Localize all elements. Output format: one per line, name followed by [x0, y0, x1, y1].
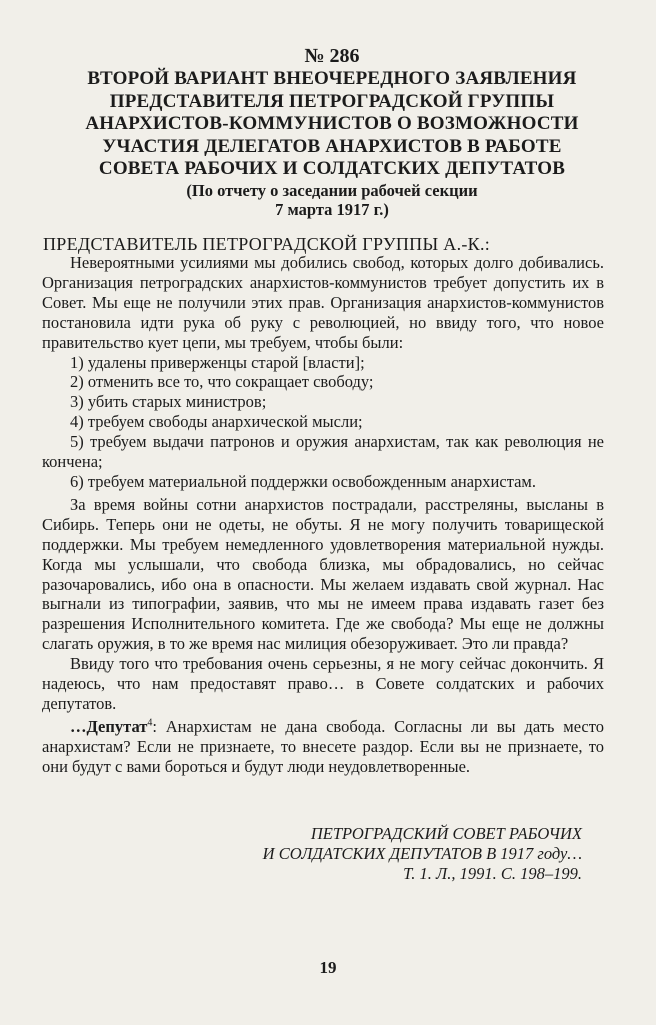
title-line: ПРЕДСТАВИТЕЛЯ ПЕТРОГРАДСКОЙ ГРУППЫ — [109, 90, 555, 112]
source-line: И СОЛДАТСКИХ ДЕПУТАТОВ В 1917 году… — [262, 844, 582, 863]
document-header — [40, 44, 624, 219]
deputy-text: : Анархистам не дана свобода. Согласны ли вы дать место анархистам? Если не признаете, то внесете раздор. Если вы не признаете, то они будут с вами бороться и будут люди неудовлетворенные. — [42, 716, 604, 776]
subtitle-line: (По отчету о заседании рабочей секции — [186, 180, 478, 200]
demand-item: 1) удалены приверженцы старой [власти]; — [70, 352, 365, 372]
deputy-paragraph — [42, 717, 604, 777]
title-line: СОВЕТА РАБОЧИХ И СОЛДАТСКИХ ДЕПУТАТОВ — [98, 158, 566, 179]
demand-item: 5) требуем выдачи патронов и оружия анархистам, так как революция не кончена; — [42, 432, 604, 472]
page-number: 19 — [319, 958, 337, 977]
demand-item: 4) требуем свободы анархической мысли; — [70, 412, 363, 432]
title-line: УЧАСТИЯ ДЕЛЕГАТОВ АНАРХИСТОВ В РАБОТЕ — [102, 135, 562, 157]
paragraph-war-repressions: За время войны сотни анархистов пострадали, расстреляны, высланы в Сибирь. Теперь они не одеты, не обуты. Я не могу получить товарищеской поддержки. Мы требуем немедленного удовлетворения материальной нужды. Когда мы услышали, что свобода близка, мы обрадовались, но сейчас разочаровались, ибо она в опасности. Мы желаем издавать свой журнал. Нас выгнали из типографии, заявив, что мы не имеем права издавать газет без разрешения Исполнительного комитета. Где же свобода? Мы еще не должны слагать оружия, в то же время нас милиция обезоруживает. Это ли правда? — [42, 494, 604, 654]
title-line: ВТОРОЙ ВАРИАНТ ВНЕОЧЕРЕДНОГО ЗАЯВЛЕНИЯ — [87, 68, 577, 89]
source-line: Т. 1. Л., 1991. С. 198–199. — [403, 864, 582, 883]
footnote-marker: 4 — [147, 717, 153, 729]
title-line: АНАРХИСТОВ-КОММУНИСТОВ О ВОЗМОЖНОСТИ — [85, 113, 579, 134]
speaker-heading: ПРЕДСТАВИТЕЛЬ ПЕТРОГРАДСКОЙ ГРУППЫ А.-К.: — [43, 234, 491, 254]
deputy-label: …Депутат — [70, 716, 148, 736]
demand-item: 6) требуем материальной поддержки освобожденным анархистам. — [70, 471, 536, 491]
document-number: № 286 — [304, 45, 360, 67]
subtitle-line: 7 марта 1917 г.) — [275, 199, 389, 219]
demand-item: 2) отменить все то, что сокращает свободу; — [70, 372, 374, 392]
intro-paragraph: Невероятными усилиями мы добились свобод, которых долго добивались. Организация петроградских анархистов-коммунистов требует допустить их в Совет. Мы еще не получили этих прав. Организация анархистов-коммунистов постановила идти рука об руку с революцией, но ввиду того, что новое правительство кует цепи, мы требуем, чтобы были: — [42, 253, 604, 352]
source-citation — [200, 824, 582, 884]
document-body — [42, 253, 604, 777]
demand-item: 3) убить старых министров; — [70, 392, 267, 412]
paragraph-conclusion: Ввиду того что требования очень серьезны, я не могу сейчас докончить. Я надеюсь, что нам предоставят право… в Совете солдатских и рабочих депутатов. — [42, 654, 604, 713]
source-line: ПЕТРОГРАДСКИЙ СОВЕТ РАБОЧИХ — [310, 824, 582, 843]
